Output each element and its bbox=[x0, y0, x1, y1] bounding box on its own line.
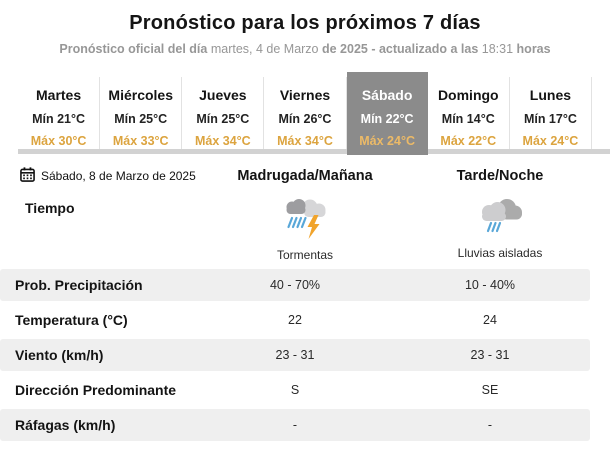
day-min-temp: Mín 14°C bbox=[441, 112, 495, 126]
page-title: Pronóstico para los próximos 7 días bbox=[129, 12, 481, 34]
table-row-wind-direction bbox=[0, 374, 590, 406]
weather-row-label: Tiempo bbox=[25, 200, 75, 216]
day-card-domingo[interactable] bbox=[428, 77, 510, 149]
forecast-subtitle bbox=[0, 42, 610, 56]
row-value-morning: S bbox=[290, 383, 300, 397]
row-value-evening: 23 - 31 bbox=[470, 348, 510, 362]
forecast-detail-table bbox=[0, 269, 610, 441]
day-card-lunes[interactable] bbox=[510, 77, 592, 149]
day-max-temp: Máx 34°C bbox=[194, 134, 251, 148]
row-value-morning: 23 - 31 bbox=[275, 348, 315, 362]
day-name: Lunes bbox=[529, 87, 572, 103]
day-max-temp: Máx 30°C bbox=[30, 134, 87, 148]
day-max-temp: Máx 24°C bbox=[359, 134, 415, 148]
day-max-temp: Máx 22°C bbox=[440, 134, 497, 148]
subtitle-date: martes, 4 de Marzo bbox=[210, 42, 322, 56]
day-card-jueves[interactable] bbox=[182, 77, 264, 149]
day-max-temp: Máx 34°C bbox=[277, 134, 333, 148]
column-header-evening: Tarde/Noche bbox=[456, 168, 544, 184]
selected-date-label: Sábado, 8 de Marzo de 2025 bbox=[41, 169, 196, 183]
day-name: Sábado bbox=[361, 87, 413, 103]
row-value-evening: SE bbox=[481, 383, 499, 397]
day-name: Domingo bbox=[437, 87, 499, 103]
storm-icon bbox=[282, 196, 328, 245]
day-min-temp: Mín 25°C bbox=[196, 112, 250, 126]
day-min-temp: Mín 22°C bbox=[360, 112, 414, 126]
detail-header bbox=[10, 160, 600, 192]
subtitle-part: de 2025 - actualizado a las bbox=[321, 42, 482, 56]
day-card-martes[interactable] bbox=[18, 77, 100, 149]
row-value-morning: 40 - 70% bbox=[269, 278, 321, 292]
subtitle-part: horas bbox=[516, 42, 551, 56]
day-min-temp: Mín 17°C bbox=[523, 112, 577, 126]
row-label: Viento (km/h) bbox=[15, 347, 104, 363]
day-card-miercoles[interactable] bbox=[100, 77, 182, 149]
weather-morning-caption: Tormentas bbox=[276, 248, 334, 262]
row-value-evening: 24 bbox=[483, 313, 497, 327]
row-value-evening: - bbox=[487, 418, 493, 432]
selected-date bbox=[10, 167, 210, 185]
day-name: Jueves bbox=[199, 87, 247, 103]
row-value-evening: 10 - 40% bbox=[464, 278, 516, 292]
forecast-header bbox=[0, 0, 610, 56]
table-row-wind bbox=[0, 339, 590, 371]
isolated-showers-icon bbox=[476, 196, 524, 243]
row-value-morning: 22 bbox=[288, 313, 302, 327]
day-min-temp: Mín 21°C bbox=[32, 112, 86, 126]
day-max-temp: Máx 33°C bbox=[112, 134, 169, 148]
weather-condition-row bbox=[10, 192, 600, 266]
weather-morning-cell bbox=[210, 192, 400, 262]
day-max-temp: Máx 24°C bbox=[522, 134, 579, 148]
day-min-temp: Mín 26°C bbox=[278, 112, 332, 126]
table-row-temperature bbox=[0, 304, 590, 336]
day-name: Miércoles bbox=[108, 87, 173, 103]
table-row-precipitation bbox=[0, 269, 590, 301]
day-card-sabado-selected[interactable] bbox=[347, 72, 428, 155]
calendar-icon bbox=[20, 167, 35, 185]
row-label: Ráfagas (km/h) bbox=[15, 417, 116, 433]
day-min-temp: Mín 25°C bbox=[114, 112, 168, 126]
column-header-morning: Madrugada/Mañana bbox=[237, 168, 373, 184]
day-name: Viernes bbox=[279, 87, 331, 103]
day-card-viernes[interactable] bbox=[264, 77, 346, 149]
row-label: Temperatura (°C) bbox=[15, 312, 128, 328]
subtitle-part: Pronóstico oficial del día bbox=[59, 42, 211, 56]
day-strip bbox=[18, 77, 592, 154]
day-strip-divider-bar bbox=[18, 149, 610, 154]
weather-evening-cell bbox=[400, 192, 600, 260]
row-label: Prob. Precipitación bbox=[15, 277, 143, 293]
subtitle-time: 18:31 bbox=[481, 42, 517, 56]
row-label: Dirección Predominante bbox=[15, 382, 177, 398]
table-row-gusts bbox=[0, 409, 590, 441]
weather-evening-caption: Lluvias aisladas bbox=[457, 246, 543, 260]
row-value-morning: - bbox=[292, 418, 298, 432]
day-name: Martes bbox=[36, 87, 82, 103]
